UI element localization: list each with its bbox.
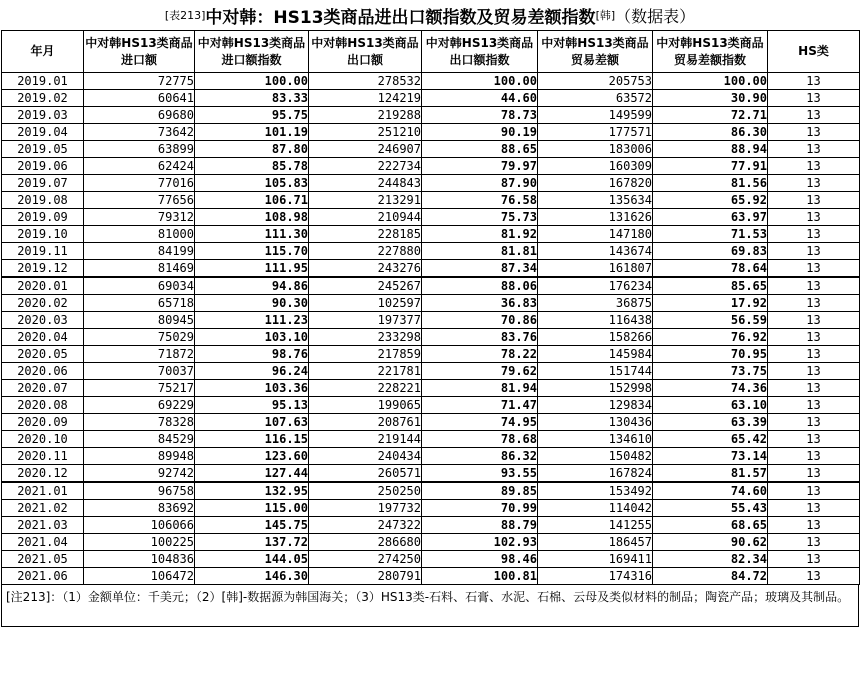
export-cell: 244843 <box>309 175 422 192</box>
table-row <box>2 551 860 568</box>
import-cell: 73642 <box>84 124 195 141</box>
hs-class-cell: 13 <box>768 107 860 124</box>
import-index-cell: 116.15 <box>195 431 309 448</box>
data-table <box>1 30 860 585</box>
balance-index-cell: 70.95 <box>653 346 768 363</box>
month-cell: 2020.12 <box>2 465 84 483</box>
export-cell: 197732 <box>309 500 422 517</box>
export-index-cell: 100.81 <box>422 568 538 585</box>
balance-index-cell: 84.72 <box>653 568 768 585</box>
balance-cell: 141255 <box>538 517 653 534</box>
hs-class-cell: 13 <box>768 192 860 209</box>
table-row <box>2 312 860 329</box>
import-index-cell: 137.72 <box>195 534 309 551</box>
export-index-cell: 81.81 <box>422 243 538 260</box>
balance-cell: 129834 <box>538 397 653 414</box>
table-row <box>2 414 860 431</box>
import-cell: 81469 <box>84 260 195 278</box>
hs-class-cell: 13 <box>768 277 860 295</box>
month-cell: 2021.03 <box>2 517 84 534</box>
export-cell: 213291 <box>309 192 422 209</box>
export-index-cell: 78.73 <box>422 107 538 124</box>
hs-class-cell: 13 <box>768 141 860 158</box>
hs-class-cell: 13 <box>768 226 860 243</box>
month-cell: 2020.08 <box>2 397 84 414</box>
import-index-cell: 103.36 <box>195 380 309 397</box>
balance-cell: 169411 <box>538 551 653 568</box>
export-index-cell: 74.95 <box>422 414 538 431</box>
export-cell: 250250 <box>309 482 422 500</box>
month-cell: 2019.12 <box>2 260 84 278</box>
table-row <box>2 363 860 380</box>
hs-class-cell: 13 <box>768 260 860 278</box>
export-index-cell: 88.79 <box>422 517 538 534</box>
balance-index-cell: 65.42 <box>653 431 768 448</box>
month-cell: 2020.10 <box>2 431 84 448</box>
balance-cell: 145984 <box>538 346 653 363</box>
hs-class-cell: 13 <box>768 243 860 260</box>
hs-class-cell: 13 <box>768 363 860 380</box>
import-index-cell: 85.78 <box>195 158 309 175</box>
import-cell: 106472 <box>84 568 195 585</box>
balance-cell: 177571 <box>538 124 653 141</box>
export-index-cell: 86.32 <box>422 448 538 465</box>
balance-cell: 158266 <box>538 329 653 346</box>
hs-class-cell: 13 <box>768 431 860 448</box>
balance-cell: 183006 <box>538 141 653 158</box>
import-index-cell: 108.98 <box>195 209 309 226</box>
month-cell: 2019.09 <box>2 209 84 226</box>
table-row <box>2 431 860 448</box>
export-cell: 260571 <box>309 465 422 483</box>
balance-cell: 130436 <box>538 414 653 431</box>
month-cell: 2020.11 <box>2 448 84 465</box>
export-cell: 240434 <box>309 448 422 465</box>
export-cell: 274250 <box>309 551 422 568</box>
month-cell: 2019.10 <box>2 226 84 243</box>
hs-class-cell: 13 <box>768 551 860 568</box>
export-cell: 233298 <box>309 329 422 346</box>
header-row <box>2 31 860 73</box>
export-cell: 222734 <box>309 158 422 175</box>
table-row <box>2 192 860 209</box>
col-header-hs: HS类 <box>768 31 860 73</box>
hs-class-cell: 13 <box>768 500 860 517</box>
import-index-cell: 127.44 <box>195 465 309 483</box>
balance-cell: 134610 <box>538 431 653 448</box>
balance-cell: 176234 <box>538 277 653 295</box>
import-cell: 81000 <box>84 226 195 243</box>
balance-cell: 135634 <box>538 192 653 209</box>
title-main: 中对韩：HS13类商品进出口额指数及贸易差额指数 <box>205 7 596 28</box>
import-cell: 80945 <box>84 312 195 329</box>
balance-index-cell: 71.53 <box>653 226 768 243</box>
table-footnote: [注213]：（1）金额单位：千美元；（2）[韩]-数据源为韩国海关；（3）HS13类-石料、石膏、水泥、石棉、云母及类似材料的制品；陶瓷产品；玻璃及其制品。 <box>1 585 859 627</box>
import-index-cell: 115.70 <box>195 243 309 260</box>
export-cell: 286680 <box>309 534 422 551</box>
hs-class-cell: 13 <box>768 534 860 551</box>
balance-index-cell: 68.65 <box>653 517 768 534</box>
import-index-cell: 123.60 <box>195 448 309 465</box>
month-cell: 2019.04 <box>2 124 84 141</box>
import-cell: 63899 <box>84 141 195 158</box>
table-number-tag: [表213] <box>164 9 206 22</box>
export-cell: 228221 <box>309 380 422 397</box>
month-cell: 2019.05 <box>2 141 84 158</box>
col-header-import-index: 中对韩HS13类商品进口额指数 <box>195 31 309 73</box>
table-row <box>2 90 860 107</box>
balance-cell: 131626 <box>538 209 653 226</box>
export-cell: 219144 <box>309 431 422 448</box>
balance-cell: 167824 <box>538 465 653 483</box>
import-index-cell: 145.75 <box>195 517 309 534</box>
month-cell: 2019.03 <box>2 107 84 124</box>
month-cell: 2021.04 <box>2 534 84 551</box>
import-cell: 69229 <box>84 397 195 414</box>
import-cell: 84529 <box>84 431 195 448</box>
hs-class-cell: 13 <box>768 448 860 465</box>
balance-cell: 63572 <box>538 90 653 107</box>
table-row <box>2 226 860 243</box>
hs-class-cell: 13 <box>768 158 860 175</box>
balance-index-cell: 63.97 <box>653 209 768 226</box>
balance-cell: 147180 <box>538 226 653 243</box>
import-index-cell: 100.00 <box>195 73 309 90</box>
balance-index-cell: 81.57 <box>653 465 768 483</box>
balance-index-cell: 90.62 <box>653 534 768 551</box>
table-row <box>2 448 860 465</box>
export-cell: 228185 <box>309 226 422 243</box>
import-cell: 79312 <box>84 209 195 226</box>
export-index-cell: 87.90 <box>422 175 538 192</box>
import-cell: 71872 <box>84 346 195 363</box>
export-index-cell: 78.68 <box>422 431 538 448</box>
import-cell: 78328 <box>84 414 195 431</box>
month-cell: 2019.11 <box>2 243 84 260</box>
export-index-cell: 93.55 <box>422 465 538 483</box>
import-cell: 69034 <box>84 277 195 295</box>
col-header-month: 年月 <box>2 31 84 73</box>
balance-cell: 153492 <box>538 482 653 500</box>
import-cell: 60641 <box>84 90 195 107</box>
balance-cell: 167820 <box>538 175 653 192</box>
balance-index-cell: 76.92 <box>653 329 768 346</box>
hs-class-cell: 13 <box>768 312 860 329</box>
hs-class-cell: 13 <box>768 124 860 141</box>
month-cell: 2020.07 <box>2 380 84 397</box>
import-cell: 62424 <box>84 158 195 175</box>
table-row <box>2 107 860 124</box>
balance-index-cell: 30.90 <box>653 90 768 107</box>
balance-index-cell: 85.65 <box>653 277 768 295</box>
table-row <box>2 141 860 158</box>
import-cell: 83692 <box>84 500 195 517</box>
col-header-balance-index: 中对韩HS13类商品贸易差额指数 <box>653 31 768 73</box>
import-index-cell: 146.30 <box>195 568 309 585</box>
hs-class-cell: 13 <box>768 73 860 90</box>
export-index-cell: 70.99 <box>422 500 538 517</box>
table-row <box>2 158 860 175</box>
balance-index-cell: 82.34 <box>653 551 768 568</box>
balance-cell: 160309 <box>538 158 653 175</box>
balance-index-cell: 56.59 <box>653 312 768 329</box>
export-cell: 246907 <box>309 141 422 158</box>
export-index-cell: 79.62 <box>422 363 538 380</box>
import-index-cell: 111.95 <box>195 260 309 278</box>
import-index-cell: 95.13 <box>195 397 309 414</box>
export-index-cell: 70.86 <box>422 312 538 329</box>
import-cell: 77016 <box>84 175 195 192</box>
hs-class-cell: 13 <box>768 482 860 500</box>
export-cell: 278532 <box>309 73 422 90</box>
import-index-cell: 98.76 <box>195 346 309 363</box>
export-index-cell: 83.76 <box>422 329 538 346</box>
table-row <box>2 243 860 260</box>
export-index-cell: 87.34 <box>422 260 538 278</box>
import-index-cell: 87.80 <box>195 141 309 158</box>
table-title <box>0 0 860 30</box>
import-index-cell: 106.71 <box>195 192 309 209</box>
month-cell: 2020.04 <box>2 329 84 346</box>
table-row <box>2 124 860 141</box>
export-index-cell: 81.92 <box>422 226 538 243</box>
table-row <box>2 260 860 278</box>
export-cell: 227880 <box>309 243 422 260</box>
balance-index-cell: 86.30 <box>653 124 768 141</box>
balance-cell: 149599 <box>538 107 653 124</box>
export-cell: 243276 <box>309 260 422 278</box>
month-cell: 2019.01 <box>2 73 84 90</box>
import-cell: 104836 <box>84 551 195 568</box>
table-row <box>2 175 860 192</box>
month-cell: 2020.06 <box>2 363 84 380</box>
balance-index-cell: 69.83 <box>653 243 768 260</box>
export-index-cell: 88.06 <box>422 277 538 295</box>
table-row <box>2 346 860 363</box>
export-cell: 247322 <box>309 517 422 534</box>
import-cell: 106066 <box>84 517 195 534</box>
month-cell: 2021.02 <box>2 500 84 517</box>
month-cell: 2020.09 <box>2 414 84 431</box>
col-header-export-index: 中对韩HS13类商品出口额指数 <box>422 31 538 73</box>
import-cell: 69680 <box>84 107 195 124</box>
balance-cell: 186457 <box>538 534 653 551</box>
month-cell: 2020.02 <box>2 295 84 312</box>
export-index-cell: 76.58 <box>422 192 538 209</box>
col-header-export: 中对韩HS13类商品出口额 <box>309 31 422 73</box>
balance-index-cell: 74.60 <box>653 482 768 500</box>
table-row <box>2 380 860 397</box>
balance-cell: 36875 <box>538 295 653 312</box>
export-cell: 102597 <box>309 295 422 312</box>
export-cell: 217859 <box>309 346 422 363</box>
export-cell: 219288 <box>309 107 422 124</box>
month-cell: 2020.05 <box>2 346 84 363</box>
export-cell: 199065 <box>309 397 422 414</box>
table-row <box>2 482 860 500</box>
hs-class-cell: 13 <box>768 568 860 585</box>
balance-index-cell: 63.10 <box>653 397 768 414</box>
import-index-cell: 101.19 <box>195 124 309 141</box>
month-cell: 2021.05 <box>2 551 84 568</box>
hs-class-cell: 13 <box>768 175 860 192</box>
month-cell: 2019.02 <box>2 90 84 107</box>
balance-index-cell: 74.36 <box>653 380 768 397</box>
table-row <box>2 397 860 414</box>
balance-index-cell: 77.91 <box>653 158 768 175</box>
import-index-cell: 144.05 <box>195 551 309 568</box>
table-row <box>2 295 860 312</box>
import-index-cell: 95.75 <box>195 107 309 124</box>
table-row <box>2 209 860 226</box>
import-cell: 70037 <box>84 363 195 380</box>
import-cell: 100225 <box>84 534 195 551</box>
export-index-cell: 44.60 <box>422 90 538 107</box>
month-cell: 2020.03 <box>2 312 84 329</box>
balance-cell: 151744 <box>538 363 653 380</box>
export-index-cell: 78.22 <box>422 346 538 363</box>
import-index-cell: 105.83 <box>195 175 309 192</box>
source-tag: [韩] <box>595 9 616 22</box>
import-index-cell: 103.10 <box>195 329 309 346</box>
balance-cell: 205753 <box>538 73 653 90</box>
export-index-cell: 102.93 <box>422 534 538 551</box>
import-index-cell: 111.30 <box>195 226 309 243</box>
import-index-cell: 90.30 <box>195 295 309 312</box>
col-header-import: 中对韩HS13类商品进口额 <box>84 31 195 73</box>
hs-class-cell: 13 <box>768 329 860 346</box>
export-cell: 124219 <box>309 90 422 107</box>
col-header-balance: 中对韩HS13类商品贸易差额 <box>538 31 653 73</box>
import-cell: 84199 <box>84 243 195 260</box>
export-cell: 245267 <box>309 277 422 295</box>
export-cell: 210944 <box>309 209 422 226</box>
table-row <box>2 329 860 346</box>
export-cell: 280791 <box>309 568 422 585</box>
balance-cell: 116438 <box>538 312 653 329</box>
balance-cell: 152998 <box>538 380 653 397</box>
month-cell: 2019.06 <box>2 158 84 175</box>
balance-index-cell: 81.56 <box>653 175 768 192</box>
balance-index-cell: 55.43 <box>653 500 768 517</box>
import-cell: 89948 <box>84 448 195 465</box>
export-cell: 197377 <box>309 312 422 329</box>
table-row <box>2 500 860 517</box>
export-index-cell: 100.00 <box>422 73 538 90</box>
table-row <box>2 568 860 585</box>
import-index-cell: 107.63 <box>195 414 309 431</box>
balance-index-cell: 88.94 <box>653 141 768 158</box>
import-index-cell: 96.24 <box>195 363 309 380</box>
hs-class-cell: 13 <box>768 209 860 226</box>
balance-index-cell: 17.92 <box>653 295 768 312</box>
export-index-cell: 81.94 <box>422 380 538 397</box>
hs-class-cell: 13 <box>768 380 860 397</box>
export-index-cell: 98.46 <box>422 551 538 568</box>
export-cell: 221781 <box>309 363 422 380</box>
export-cell: 208761 <box>309 414 422 431</box>
month-cell: 2021.06 <box>2 568 84 585</box>
import-index-cell: 111.23 <box>195 312 309 329</box>
hs-class-cell: 13 <box>768 346 860 363</box>
import-cell: 65718 <box>84 295 195 312</box>
balance-cell: 150482 <box>538 448 653 465</box>
hs-class-cell: 13 <box>768 465 860 483</box>
table-row <box>2 534 860 551</box>
month-cell: 2021.01 <box>2 482 84 500</box>
balance-index-cell: 63.39 <box>653 414 768 431</box>
import-cell: 77656 <box>84 192 195 209</box>
import-cell: 96758 <box>84 482 195 500</box>
month-cell: 2019.08 <box>2 192 84 209</box>
hs-class-cell: 13 <box>768 517 860 534</box>
export-index-cell: 36.83 <box>422 295 538 312</box>
import-cell: 92742 <box>84 465 195 483</box>
import-cell: 72775 <box>84 73 195 90</box>
balance-cell: 143674 <box>538 243 653 260</box>
balance-cell: 174316 <box>538 568 653 585</box>
balance-index-cell: 100.00 <box>653 73 768 90</box>
month-cell: 2020.01 <box>2 277 84 295</box>
export-cell: 251210 <box>309 124 422 141</box>
balance-index-cell: 72.71 <box>653 107 768 124</box>
import-index-cell: 83.33 <box>195 90 309 107</box>
title-subtitle: （数据表） <box>615 6 696 26</box>
import-cell: 75029 <box>84 329 195 346</box>
import-index-cell: 94.86 <box>195 277 309 295</box>
export-index-cell: 90.19 <box>422 124 538 141</box>
export-index-cell: 79.97 <box>422 158 538 175</box>
import-cell: 75217 <box>84 380 195 397</box>
table-row <box>2 73 860 90</box>
balance-index-cell: 78.64 <box>653 260 768 278</box>
hs-class-cell: 13 <box>768 90 860 107</box>
balance-cell: 161807 <box>538 260 653 278</box>
balance-index-cell: 73.75 <box>653 363 768 380</box>
table-row <box>2 517 860 534</box>
import-index-cell: 115.00 <box>195 500 309 517</box>
balance-index-cell: 73.14 <box>653 448 768 465</box>
export-index-cell: 75.73 <box>422 209 538 226</box>
import-index-cell: 132.95 <box>195 482 309 500</box>
hs-class-cell: 13 <box>768 414 860 431</box>
hs-class-cell: 13 <box>768 295 860 312</box>
table-row <box>2 465 860 483</box>
export-index-cell: 88.65 <box>422 141 538 158</box>
export-index-cell: 89.85 <box>422 482 538 500</box>
export-index-cell: 71.47 <box>422 397 538 414</box>
balance-index-cell: 65.92 <box>653 192 768 209</box>
month-cell: 2019.07 <box>2 175 84 192</box>
balance-cell: 114042 <box>538 500 653 517</box>
table-row <box>2 277 860 295</box>
hs-class-cell: 13 <box>768 397 860 414</box>
